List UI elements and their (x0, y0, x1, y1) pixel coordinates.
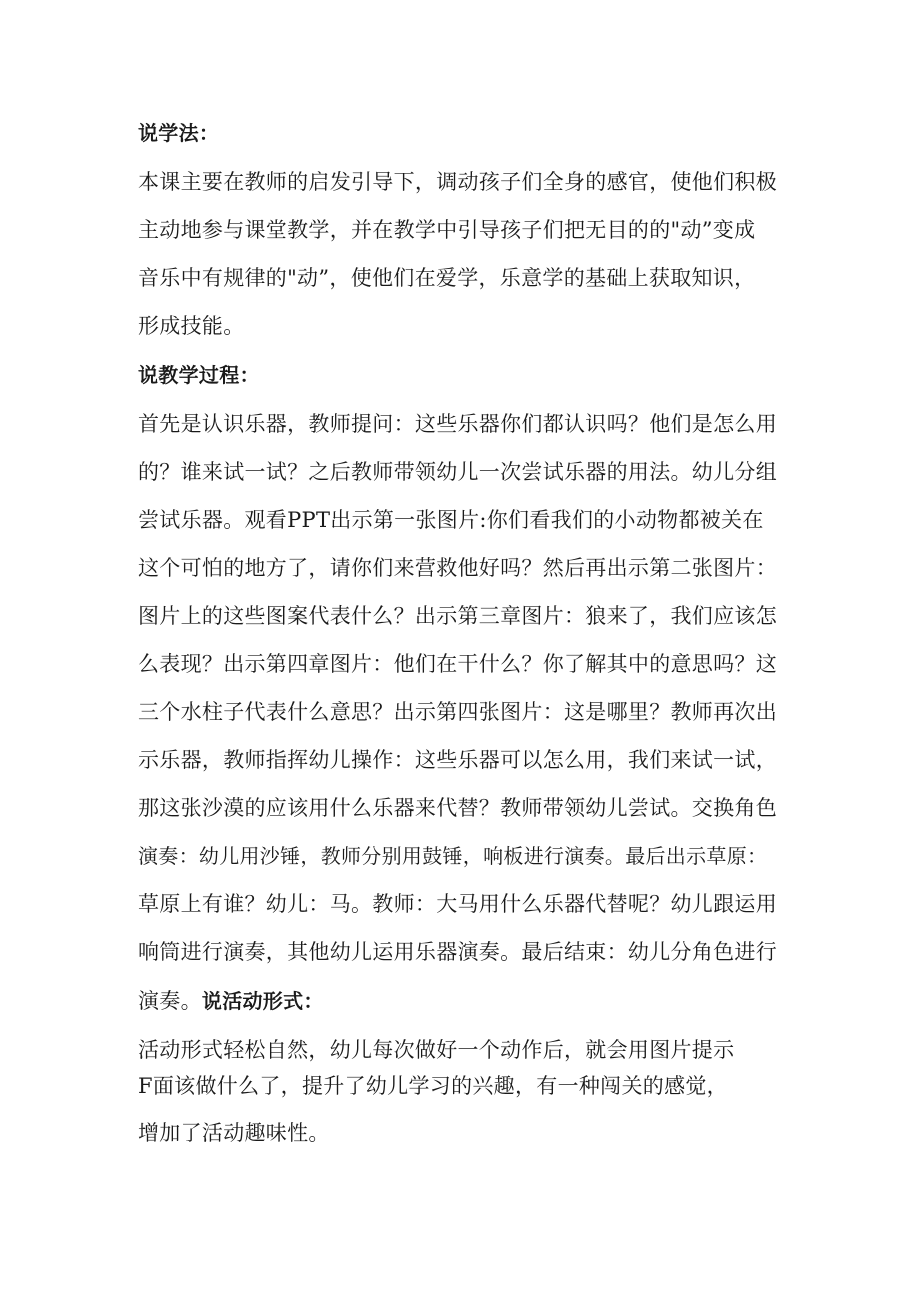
paragraph-line: 么表现？出示第四章图片：他们在干什么？你了解其中的意思吗？这 (138, 652, 777, 676)
heading-study-method: 说学法： (138, 121, 220, 145)
paragraph-line: 活动形式轻松自然，幼儿每次做好一个动作后，就会用图片提示 (138, 1038, 735, 1062)
heading-teaching-process: 说教学过程： (138, 363, 260, 387)
paragraph-line: 首先是认识乐器，教师提问：这些乐器你们都认识吗？他们是怎么用 (138, 412, 777, 436)
paragraph-line: 主动地参与课堂教学，并在教学中引导孩子们把无目的的"动”变成 (138, 218, 756, 242)
paragraph-line-mixed (138, 986, 324, 1016)
paragraph-line: 形成技能。 (138, 314, 245, 338)
paragraph-line: 图片上的这些图案代表什么？出示第三章图片：狼来了，我们应该怎 (138, 604, 777, 628)
paragraph-line: 本课主要在教师的启发引导下，调动孩子们全身的感官，使他们积极 (138, 170, 777, 194)
paragraph-line: 音乐中有规律的"动”，使他们在爱学，乐意学的基础上获取知识， (138, 266, 756, 290)
paragraph-line: 示乐器，教师指挥幼儿操作：这些乐器可以怎么用，我们来试一试， (138, 748, 777, 772)
heading-activity-form: 说活动形式： (201, 989, 324, 1013)
paragraph-line: 草原上有谁？幼儿：马。教师：大马用什么乐器代替呢？幼儿跟运用 (138, 892, 777, 916)
paragraph-line: 的？谁来试一试？之后教师带领幼儿一次尝试乐器的用法。幼儿分组 (138, 460, 777, 484)
paragraph-line: 响筒进行演奏，其他幼儿运用乐器演奏。最后结束：幼儿分角色进行 (138, 940, 777, 964)
paragraph-line: 这个可怕的地方了，请你们来营救他好吗？然后再出示第二张图片： (138, 556, 777, 580)
paragraph-line: F面该做什么了，提升了幼儿学习的兴趣，有一种闯关的感觉， (138, 1074, 728, 1098)
paragraph-line: 尝试乐器。观看PPT出示第一张图片:你们看我们的小动物都被关在 (138, 508, 764, 532)
paragraph-line: 增加了活动趣味性。 (138, 1121, 330, 1145)
paragraph-text: 演奏。 (138, 989, 202, 1013)
paragraph-line: 那这张沙漠的应该用什么乐器来代替？教师带领幼儿尝试。交换角色 (138, 796, 777, 820)
paragraph-line: 演奏：幼儿用沙锤，教师分别用鼓锤，响板进行演奏。最后出示草原： (138, 844, 768, 868)
paragraph-line: 三个水柱子代表什么意思？出示第四张图片：这是哪里？教师再次出 (138, 700, 777, 724)
